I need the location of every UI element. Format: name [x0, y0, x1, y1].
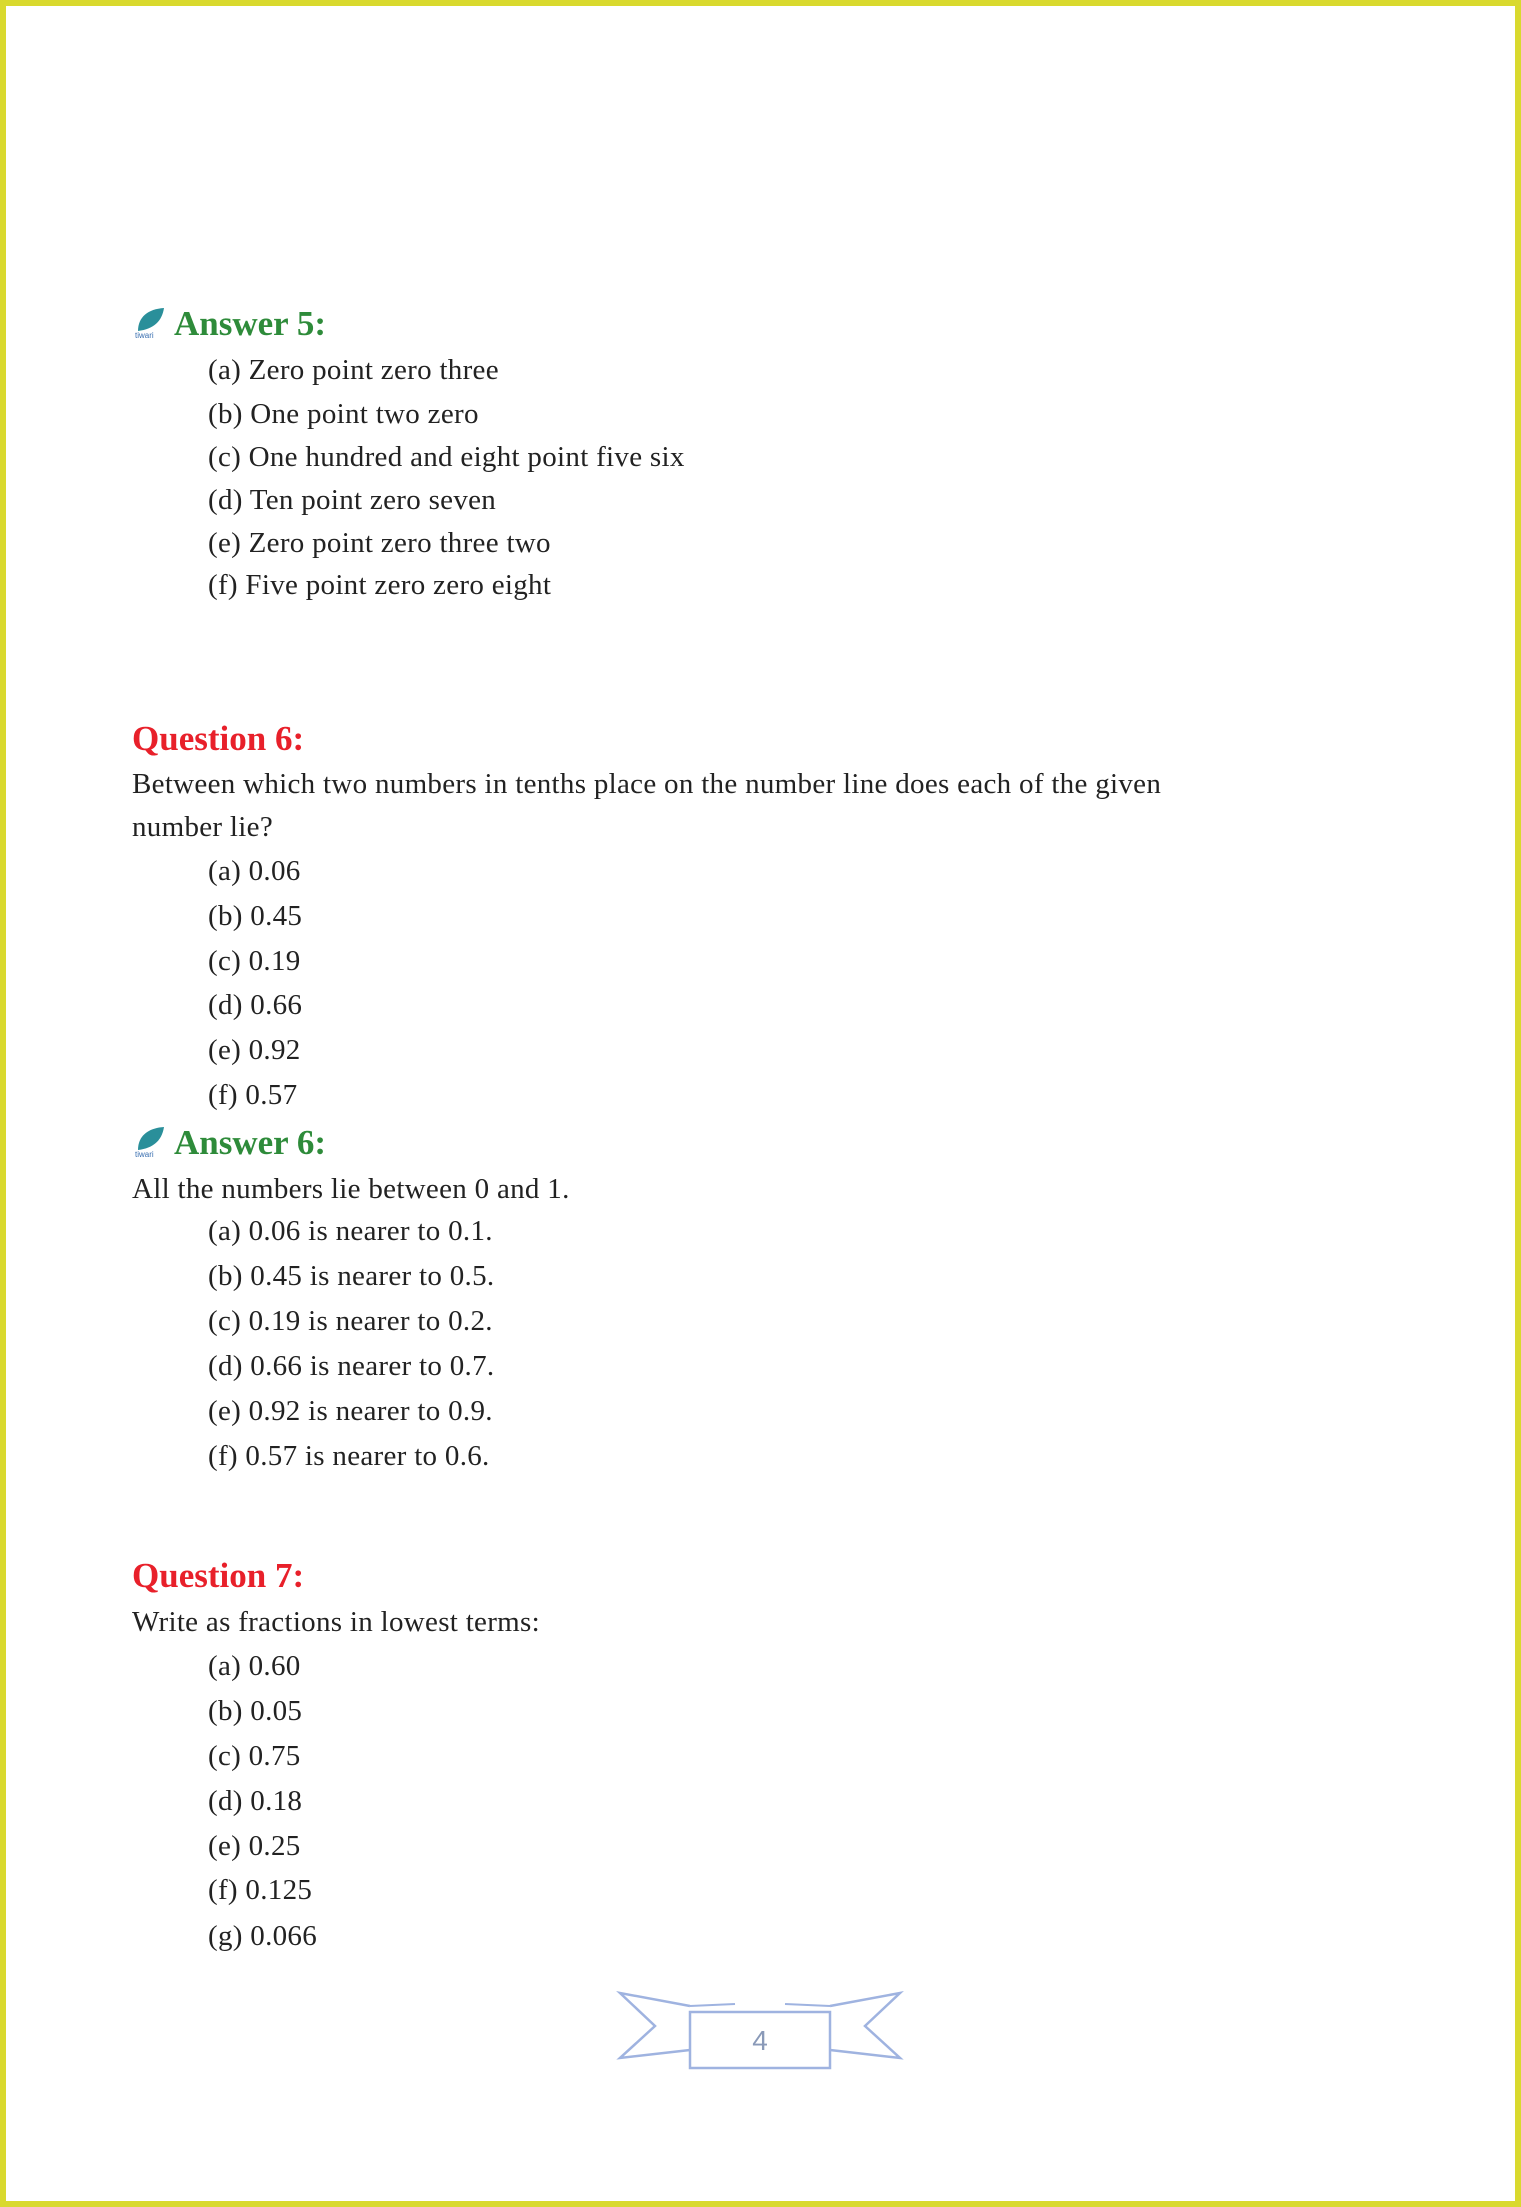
list-item: (e) 0.92 is nearer to 0.9. [208, 1395, 493, 1427]
tiwari-logo-icon [134, 1124, 168, 1158]
question-text: Between which two numbers in tenths place on the number line does each of the given [132, 768, 1162, 800]
answer-6-heading: Answer 6: [174, 1123, 326, 1162]
list-item: (d) 0.66 [208, 989, 303, 1021]
list-item: (b) 0.45 is nearer to 0.5. [208, 1260, 495, 1292]
list-item: (f) 0.57 [208, 1079, 298, 1111]
list-item: (d) 0.66 is nearer to 0.7. [208, 1350, 495, 1382]
page-number: 4 [752, 2025, 768, 2056]
list-item: (c) 0.19 [208, 945, 301, 977]
list-item: (b) 0.45 [208, 900, 303, 932]
svg-text:tiwari: tiwari [135, 1150, 154, 1158]
list-item: (c) One hundred and eight point five six [208, 441, 685, 473]
list-item: (b) 0.05 [208, 1695, 303, 1727]
list-item: (a) 0.60 [208, 1650, 301, 1682]
list-item: (d) 0.18 [208, 1785, 303, 1817]
list-item: (g) 0.066 [208, 1920, 318, 1952]
list-item: (e) Zero point zero three two [208, 527, 551, 559]
list-item: (c) 0.19 is nearer to 0.2. [208, 1305, 493, 1337]
list-item: (a) 0.06 [208, 855, 301, 887]
list-item: (c) 0.75 [208, 1740, 301, 1772]
list-item: (a) 0.06 is nearer to 0.1. [208, 1215, 493, 1247]
page-number-ribbon [615, 1988, 905, 2072]
list-item: (f) 0.125 [208, 1874, 313, 1906]
question-text: number lie? [132, 811, 273, 843]
list-item: (f) 0.57 is nearer to 0.6. [208, 1440, 490, 1472]
list-item: (d) Ten point zero seven [208, 484, 497, 516]
answer-intro: All the numbers lie between 0 and 1. [132, 1173, 570, 1205]
question-7-heading: Question 7: [132, 1556, 305, 1595]
list-item: (b) One point two zero [208, 398, 479, 430]
list-item: (f) Five point zero zero eight [208, 569, 552, 601]
svg-text:tiwari: tiwari [135, 331, 154, 339]
question-text: Write as fractions in lowest terms: [132, 1606, 540, 1638]
tiwari-logo-icon [134, 305, 168, 339]
list-item: (e) 0.25 [208, 1830, 301, 1862]
list-item: (e) 0.92 [208, 1034, 301, 1066]
answer-5-heading: Answer 5: [174, 304, 326, 343]
question-6-heading: Question 6: [132, 719, 305, 758]
list-item: (a) Zero point zero three [208, 354, 499, 386]
